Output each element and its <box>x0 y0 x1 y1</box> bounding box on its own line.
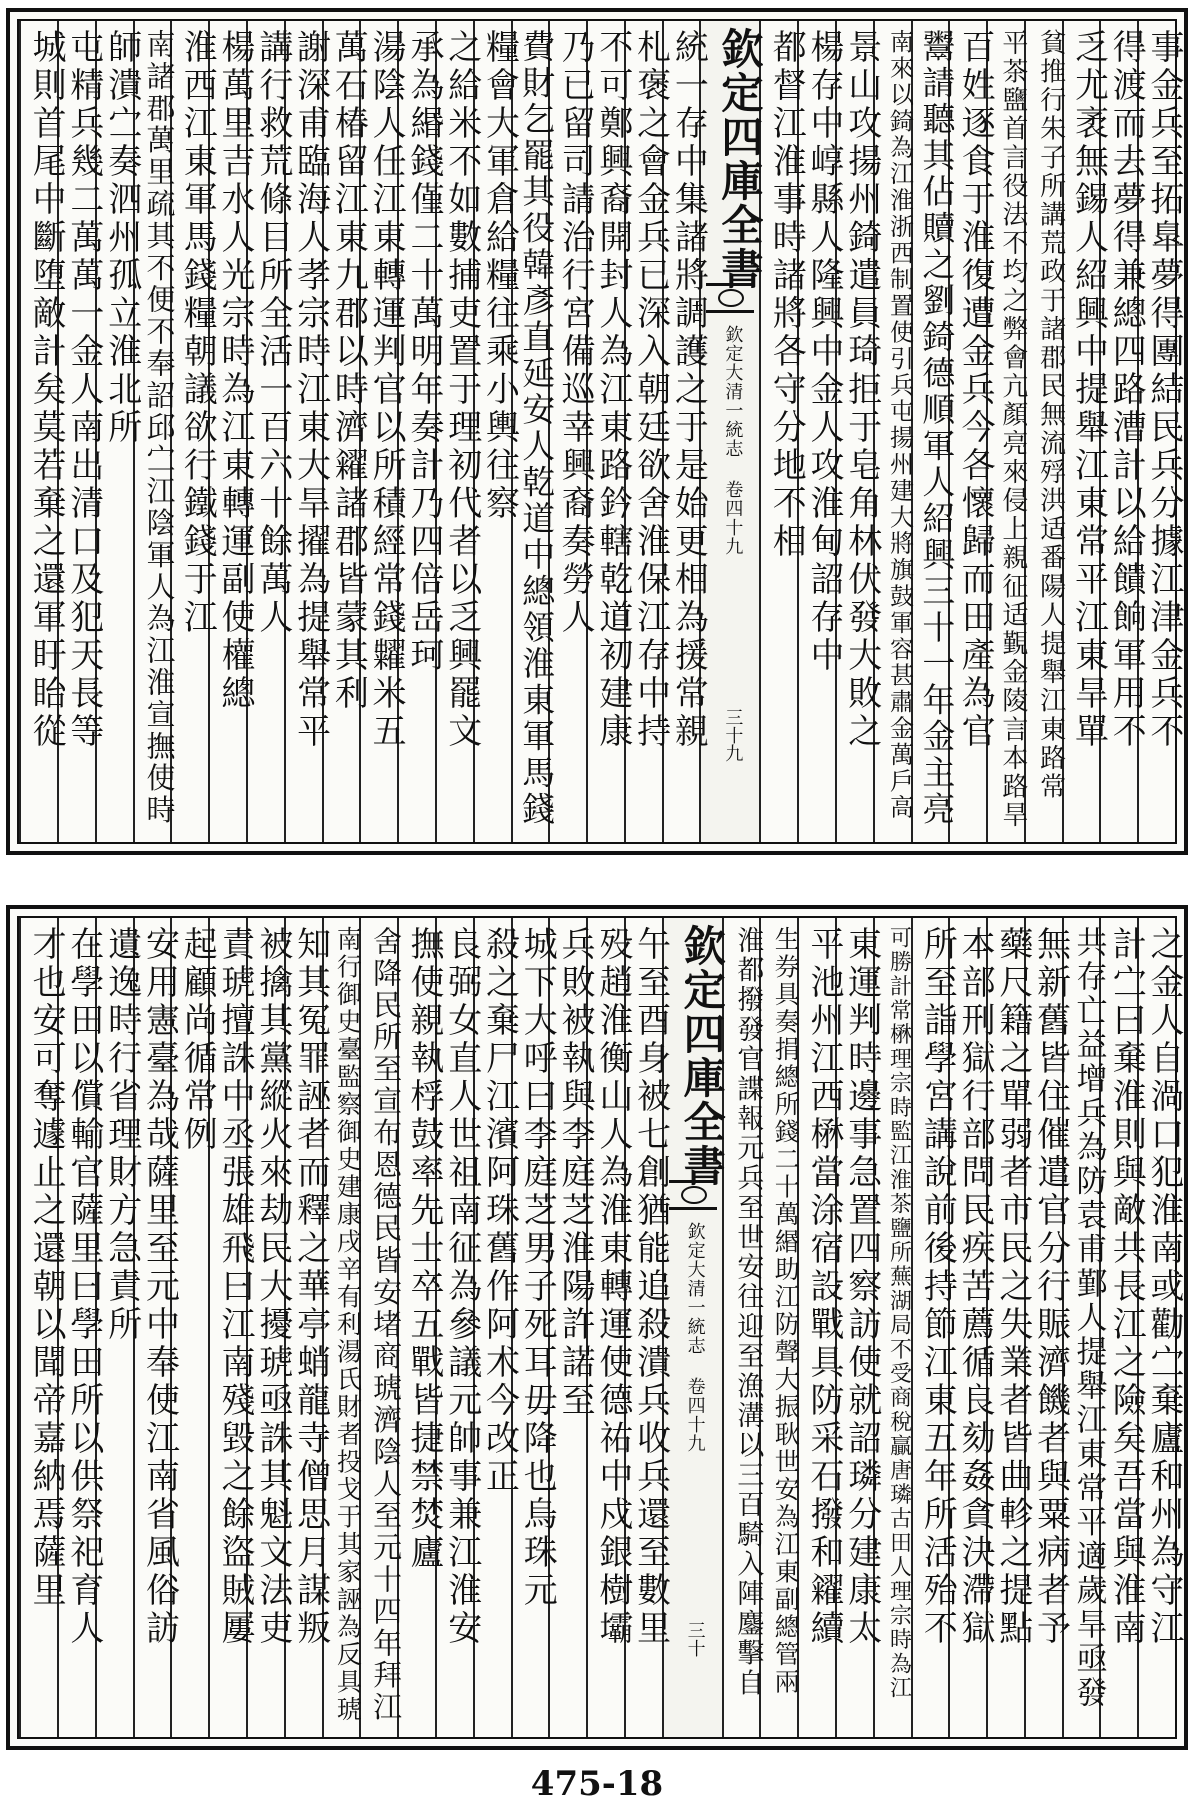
column-text: 才也安可奪遽止之還朝以聞帝嘉納焉薩里 <box>26 926 67 1610</box>
column-text: 之給米不如數捕吏置于理初代者以乏興罷文 <box>441 29 482 751</box>
column-text: 殺之棄尸江濱阿珠舊作阿术今改正 <box>479 926 520 1496</box>
column-text: 不可鄭興裔開封人為江東路鈐轄乾道初建康 <box>592 29 633 751</box>
column-text: 淮西江東軍馬錢糧朝議欲行鐵錢于江 <box>177 29 218 637</box>
column-text: 費財乞罷其役韓彥直延安人乾道中總領淮東軍馬錢 <box>517 29 557 828</box>
document-page-top <box>6 8 1188 855</box>
column-text: 平池州江西楙當涂宿設戰具防采石撥和糴續 <box>803 926 844 1648</box>
column-text: 責琥擅誅中丞張雄飛曰江南殘毀之餘盜賊屢 <box>215 926 256 1648</box>
column-text: 百姓逐食于淮復遭金兵今各懷歸而田產為官 <box>955 29 996 751</box>
column-text: 撫使親執桴鼓率先士卒五戰皆捷禁焚廬 <box>403 926 444 1572</box>
column-text: 在學田以償輸官薩里曰學田所以供祭祀育人 <box>63 926 104 1648</box>
column-text: 統一存中集諸將調護之于是始更相為援常親 <box>668 29 709 751</box>
text-columns <box>19 918 1185 1737</box>
column-text: 都督江淮事時諸將各守分地不相 <box>766 29 807 561</box>
text-column <box>19 21 67 842</box>
text-columns <box>19 21 1185 842</box>
column-text: 札褒之會金兵已深入朝廷欲舍淮保江存中持 <box>630 29 671 751</box>
column-text: 乏尤袤無錫人紹興中提舉江東常平江東旱單 <box>1068 29 1109 751</box>
column-text: 平茶鹽首言役法不均之弊會亢顏亮來侵上親征适覲金陵言本路旱 <box>997 29 1028 830</box>
column-text: 湯陰人任江東轉運判官以所積經常錢糶米五 <box>366 29 407 751</box>
column-text: 謝深甫臨海人孝宗時江東大旱擢為提舉常平 <box>290 29 331 751</box>
column-text: 無新舊皆住催遣官分行賑濟饑者與粟病者予 <box>1030 926 1071 1648</box>
fishtail-mark-icon <box>669 1180 717 1210</box>
column-text: 殁趙淮衡山人為淮東轉運使德祐中戍銀樹壩 <box>592 926 633 1648</box>
column-text: 藥尺籍之單弱者市民之失業者皆曲軫之提點 <box>992 926 1033 1648</box>
column-text: 東運判時邊事急置四察訪使就詔璘分建康太 <box>841 926 882 1648</box>
column-text: 共存亡益增兵為防袁甫鄞人提舉江東常平適歲旱亟發 <box>1070 926 1107 1711</box>
column-text: 知其冤罪誣者而釋之華亭蛸龍寺僧思月謀叛 <box>290 926 331 1648</box>
fishtail-mark-icon <box>706 283 754 313</box>
column-text: 所至詣學宮講說前後持節江東五年所活殆不 <box>917 926 958 1648</box>
leaf-number: 三十 <box>684 1621 706 1657</box>
column-text: 遺逸時行省理財方急責所 <box>101 926 142 1344</box>
page-frame <box>17 19 1185 844</box>
book-title: 欽定四庫全書 <box>715 27 765 291</box>
book-title: 欽定四庫全書 <box>677 924 727 1188</box>
column-text: 景山攻揚州錡遣員琦拒于皂角林伏發大敗之 <box>841 29 882 751</box>
page-footer-number: 475-18 <box>530 1764 664 1804</box>
column-text: 楊萬里吉水人光宗時為江東轉運副使權總 <box>215 29 256 713</box>
column-text: 南諸郡萬里疏其不便不奉詔邱㝉江陰軍人為江淮宣撫使時 <box>142 29 177 827</box>
column-text: 淮都撥發官諜報元兵至世安往迎至漁溝以三百騎入陣鏖擊自 <box>732 926 764 1699</box>
document-page-bottom <box>6 905 1188 1750</box>
column-text: 屯精兵幾二萬萬一金人南出清口及犯天長等 <box>63 29 104 751</box>
column-text: 南行御史臺監察御史建康戌辛有利湯氏財者投戈于其家誣為反具琥 <box>333 926 363 1724</box>
column-text: 南來以錡為江淮浙西制置使引兵屯揚州建大將旗鼓軍容甚肅金萬戶高 <box>885 29 914 821</box>
text-column <box>19 918 67 1737</box>
column-text: 萬石椿留江東九郡以時濟糴諸郡皆蒙其利 <box>328 29 369 713</box>
column-text: 之金人自渦口犯淮南或勸㝉棄廬和州為守江 <box>1144 926 1185 1648</box>
column-text: 貧推行朱子所講荒政于諸郡民無流殍洪适番陽人提舉江東路常 <box>1035 29 1066 802</box>
column-text: 起顧尚循常例 <box>177 926 218 1154</box>
column-text: 講行救荒條目所全活一百六十餘萬人 <box>252 29 293 637</box>
column-text: 生券具奏捐總所錢二十萬緡助江防聲大振耿世安為江東副總管兩 <box>771 926 801 1696</box>
column-text: 事金兵至拓臯夢得團結民兵分據江津金兵不 <box>1144 29 1185 751</box>
column-text: 午至酉身被七創猶能追殺潰兵收兵還至數里 <box>630 926 671 1648</box>
column-text: 鬻請聽其佔贖之劉錡德順軍人紹興三十一年金主亮 <box>917 29 957 828</box>
column-text: 安用憲臺為哉薩里至元中奉使江南省風俗訪 <box>139 926 180 1648</box>
column-text: 師潰㝉奏泗州孤立淮北所 <box>101 29 142 447</box>
column-text: 城下大呼曰李庭芝男子死耳毋降也烏珠元 <box>517 926 558 1610</box>
volume-label: 欽定大清一統志 卷四十九 <box>684 1222 706 1453</box>
column-text: 楊存中崞縣人隆興中金人攻淮甸詔存中 <box>803 29 844 675</box>
column-text: 計㝉曰棄淮則與敵共長江之險矣吾當與淮南 <box>1106 926 1147 1648</box>
column-text: 城則首尾中斷堕敵計矣莫若棄之還軍盱眙從 <box>26 29 67 751</box>
column-text: 糧會大軍倉給糧往乘小輿往察 <box>479 29 520 523</box>
column-text: 乃已留司請治行宮備巡幸興裔奏勞人 <box>555 29 596 637</box>
column-text: 良弼女直人世祖南征為參議元帥事兼江淮安 <box>441 926 482 1648</box>
column-text: 舍降民所至宣布恩德民皆安堵商琥濟陰人至元十四年拜江 <box>369 926 404 1724</box>
column-text: 可勝計常楙理宗時監江淮茶鹽所蕪湖局不受商稅贏唐璘古田人理宗時為江 <box>886 926 912 1701</box>
column-text: 承為緡錢僅二十萬明年奏計乃四倍岳珂 <box>403 29 444 675</box>
page-frame <box>17 916 1185 1739</box>
column-text: 兵敗被執與李庭芝淮陽許諾至 <box>555 926 596 1420</box>
column-text: 本部刑獄行部問民疾苦薦循良劾姦貪決滯獄 <box>955 926 996 1648</box>
column-text: 得渡而去夢得兼總四路漕計以給饋餉軍用不 <box>1106 29 1147 751</box>
leaf-number: 三十九 <box>722 708 744 762</box>
volume-label: 欽定大清一統志 卷四十九 <box>722 325 744 556</box>
column-text: 被擒其黨縱火來劫民大擾琥亟誅其魁文法吏 <box>252 926 293 1648</box>
